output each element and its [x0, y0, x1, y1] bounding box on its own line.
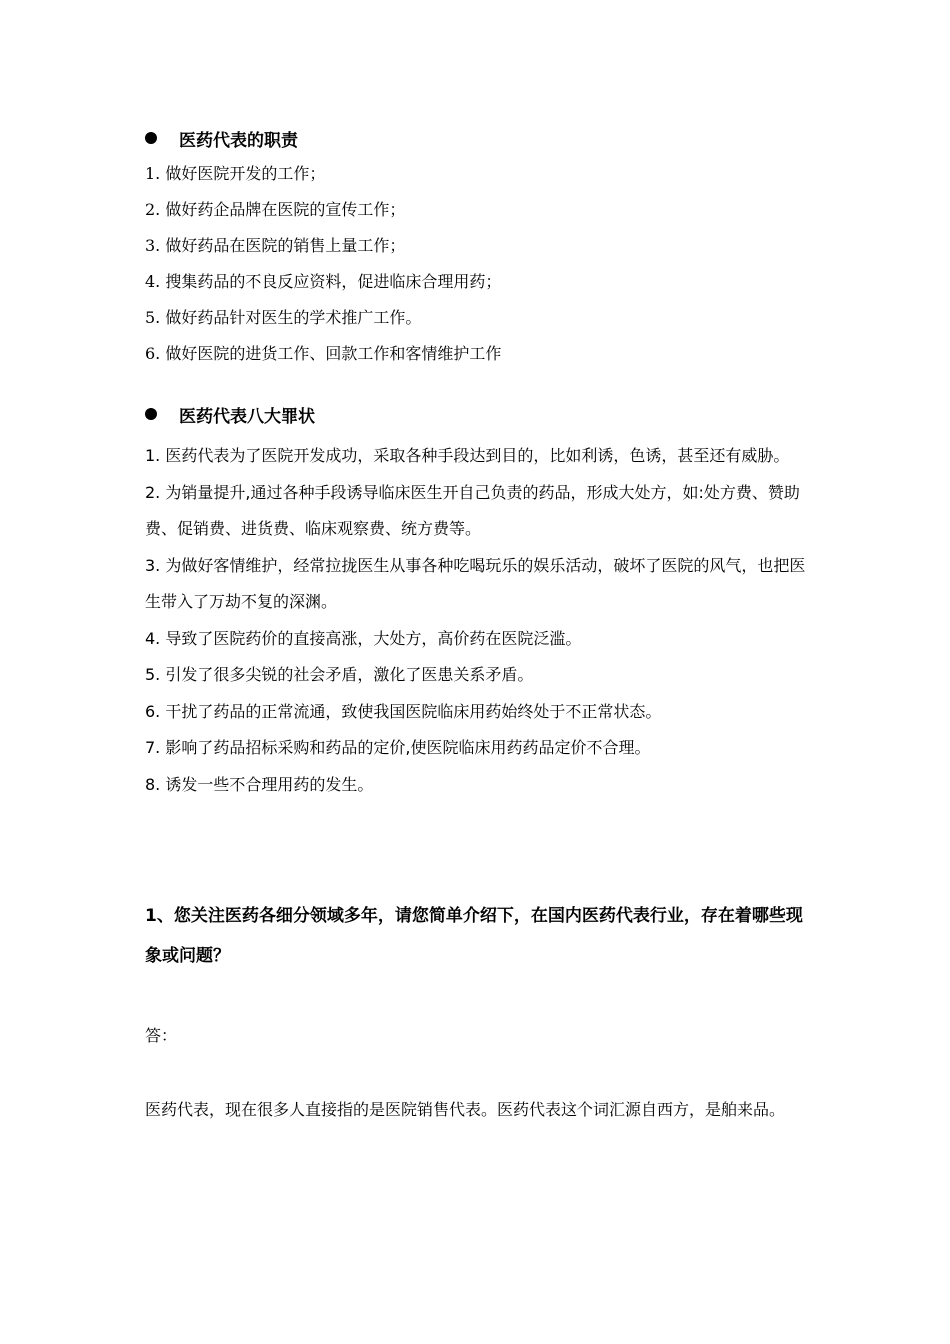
list-item: 6. 干扰了药品的正常流通，致使我国医院临床用药始终处于不正常状态。: [145, 701, 662, 721]
list-item: 7. 影响了药品招标采购和药品的定价,使医院临床用药药品定价不合理。: [145, 738, 651, 757]
question-text: 1、您关注医药各细分领域多年，请您简单介绍下，在国内医药代表行业，存在着哪些现象或问题？: [145, 906, 803, 966]
answer-label: 答：: [145, 1026, 178, 1045]
bullet-icon: [145, 408, 157, 420]
list-item: 1. 医药代表为了医院开发成功，采取各种手段达到目的，比如利诱，色诱，甚至还有威胁。: [145, 446, 790, 465]
list-item: 3. 做好药品在医院的销售上量工作；: [145, 236, 406, 255]
bullet-icon: [145, 132, 157, 144]
list-item: 5. 做好药品针对医生的学术推广工作。: [145, 308, 422, 327]
list-item: 8. 诱发一些不合理用药的发生。: [145, 774, 374, 794]
crimes-section: [145, 396, 815, 803]
duties-list: [145, 156, 825, 372]
list-item: 5. 引发了很多尖锐的社会矛盾，激化了医患关系矛盾。: [145, 665, 534, 684]
crimes-heading-text: 医药代表八大罪状: [179, 406, 315, 427]
list-item: 4. 搜集药品的不良反应资料，促进临床合理用药；: [145, 272, 502, 291]
list-item: 2. 为销量提升,通过各种手段诱导临床医生开自己负责的药品，形成大处方，如:处方费、赞助费、促销费、进货费、临床观察费、统方费等。: [145, 482, 800, 538]
crimes-heading: [145, 396, 815, 432]
duties-section: [145, 120, 825, 372]
duties-heading: [145, 120, 825, 156]
answer-paragraph: 医药代表，现在很多人直接指的是医院销售代表。医药代表这个词汇源自西方，是舶来品。: [145, 1100, 786, 1119]
list-item: 6. 做好医院的进货工作、回款工作和客情维护工作: [145, 344, 502, 363]
list-item: 2. 做好药企品牌在医院的宣传工作；: [145, 200, 406, 219]
list-item: 3. 为做好客情维护，经常拉拢医生从事各种吃喝玩乐的娱乐活动，破坏了医院的风气，也把医生带入了万劫不复的深渊。: [145, 555, 806, 611]
qa-section: [145, 896, 815, 1128]
crimes-list: [145, 438, 815, 803]
duties-heading-text: 医药代表的职责: [179, 130, 298, 151]
list-item: 4. 导致了医院药价的直接高涨，大处方，高价药在医院泛滥。: [145, 628, 582, 648]
list-item: 1. 做好医院开发的工作；: [145, 164, 326, 183]
